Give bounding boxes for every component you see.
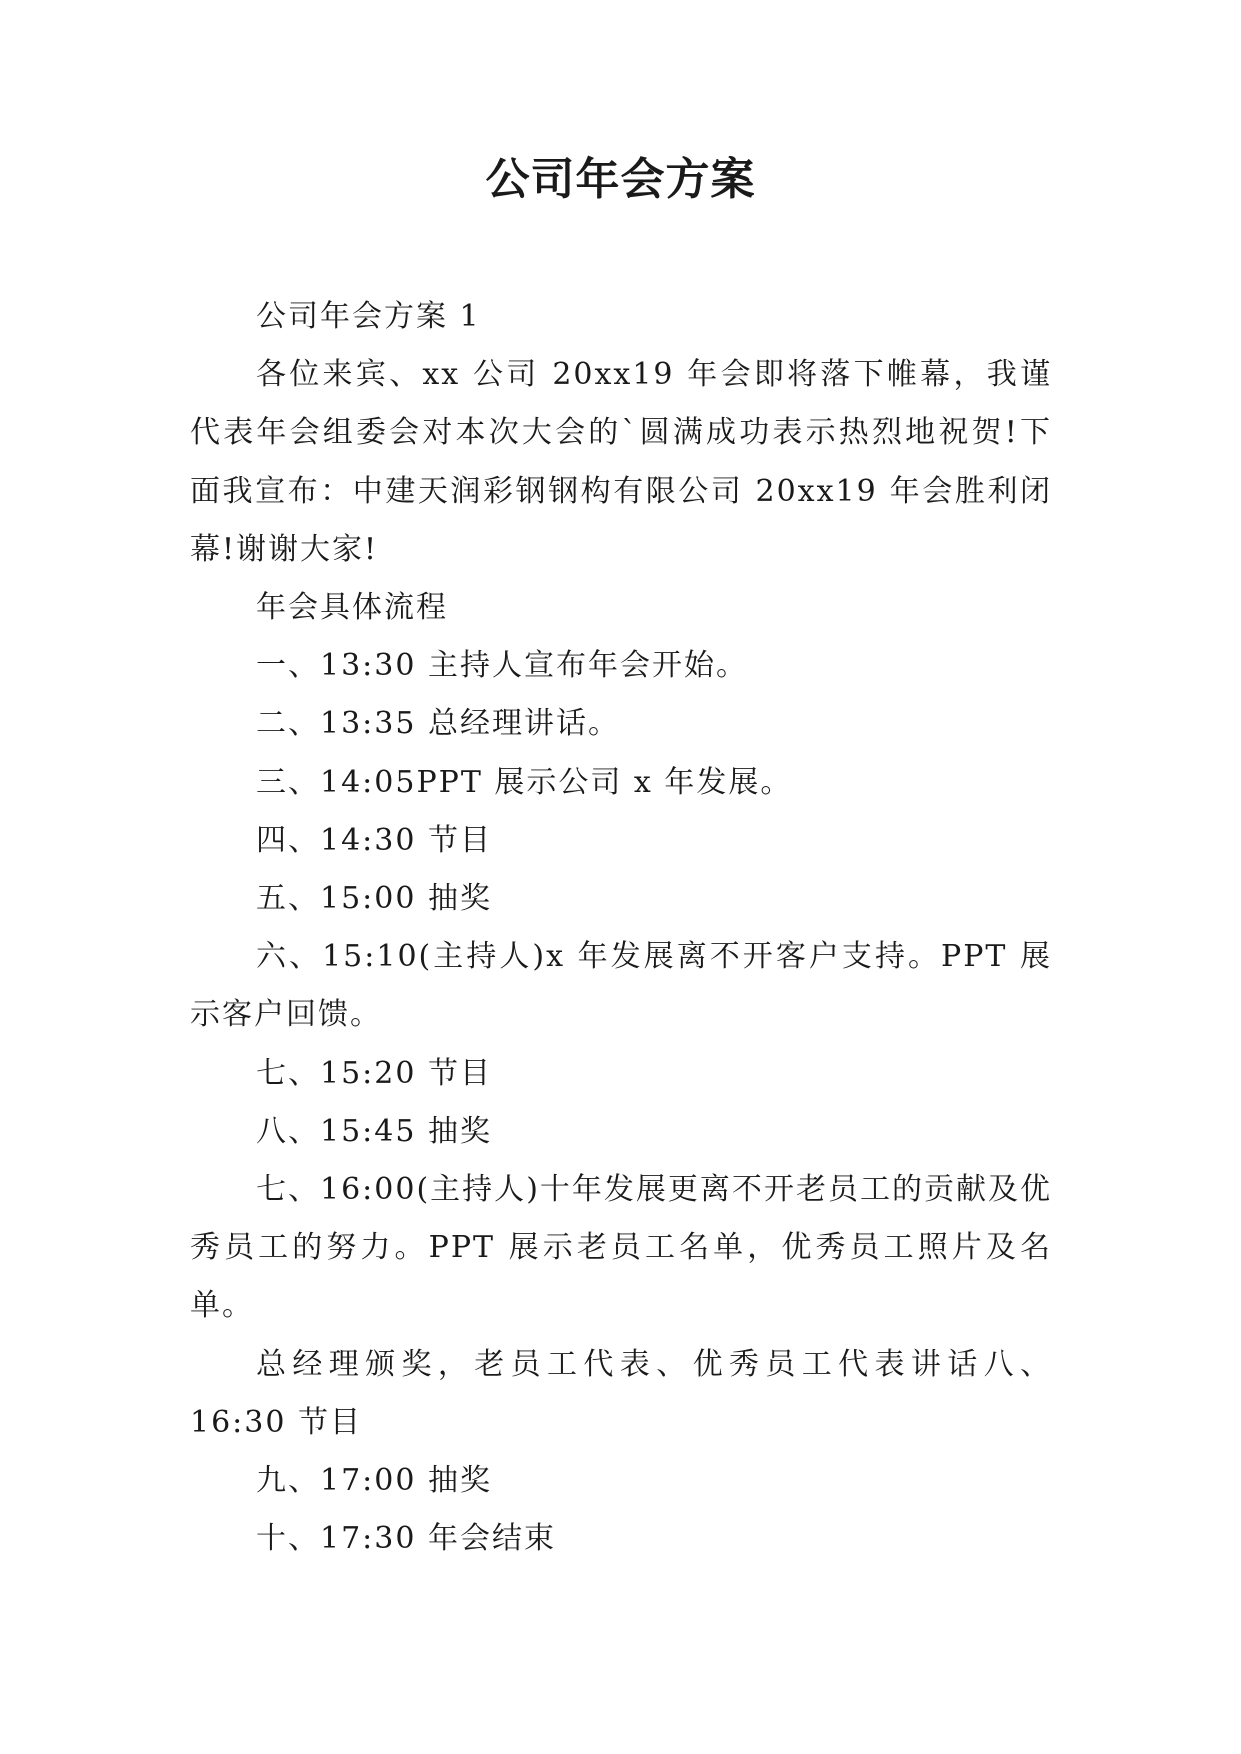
list-item-step-7b: 七、16:00(主持人)十年发展更离不开老员工的贡献及优秀员工的努力。PPT 展示老员工名单，优秀员工照片及名单。	[190, 1172, 1052, 1324]
paragraph-heading-plan-1: 公司年会方案 1	[256, 299, 481, 334]
paragraph-process-heading: 年会具体流程	[256, 590, 448, 626]
list-item-step-7: 七、15:20 节目	[256, 1055, 492, 1091]
list-item-step-6: 六、15:10(主持人)x 年发展离不开客户支持。PPT 展示客户回馈。	[190, 939, 1052, 1033]
list-item-step-10: 十、17:30 年会结束	[256, 1521, 556, 1557]
list-item-step-1: 一、13:30 主持人宣布年会开始。	[256, 648, 748, 684]
document-title: 公司年会方案	[485, 154, 756, 205]
paragraph-closing-speech: 各位来宾、xx 公司 20xx19 年会即将落下帷幕，我谨代表年会组委会对本次大会的`圆满成功表示热烈地祝贺!下面我宣布：中建天润彩钢钢构有限公司 20xx19 年会胜利闭幕!谢谢大家!	[190, 357, 1052, 567]
document-body	[190, 288, 1052, 1568]
list-item-step-4: 四、14:30 节目	[256, 822, 492, 858]
list-item-step-9: 九、17:00 抽奖	[256, 1463, 492, 1499]
list-item-step-3: 三、14:05PPT 展示公司 x 年发展。	[256, 764, 793, 800]
paragraph-awards: 总经理颁奖，老员工代表、优秀员工代表讲话八、16:30 节目	[190, 1346, 1052, 1440]
list-item-step-5: 五、15:00 抽奖	[256, 881, 492, 917]
list-item-step-8: 八、15:45 抽奖	[256, 1113, 492, 1149]
list-item-step-2: 二、13:35 总经理讲话。	[256, 706, 620, 742]
